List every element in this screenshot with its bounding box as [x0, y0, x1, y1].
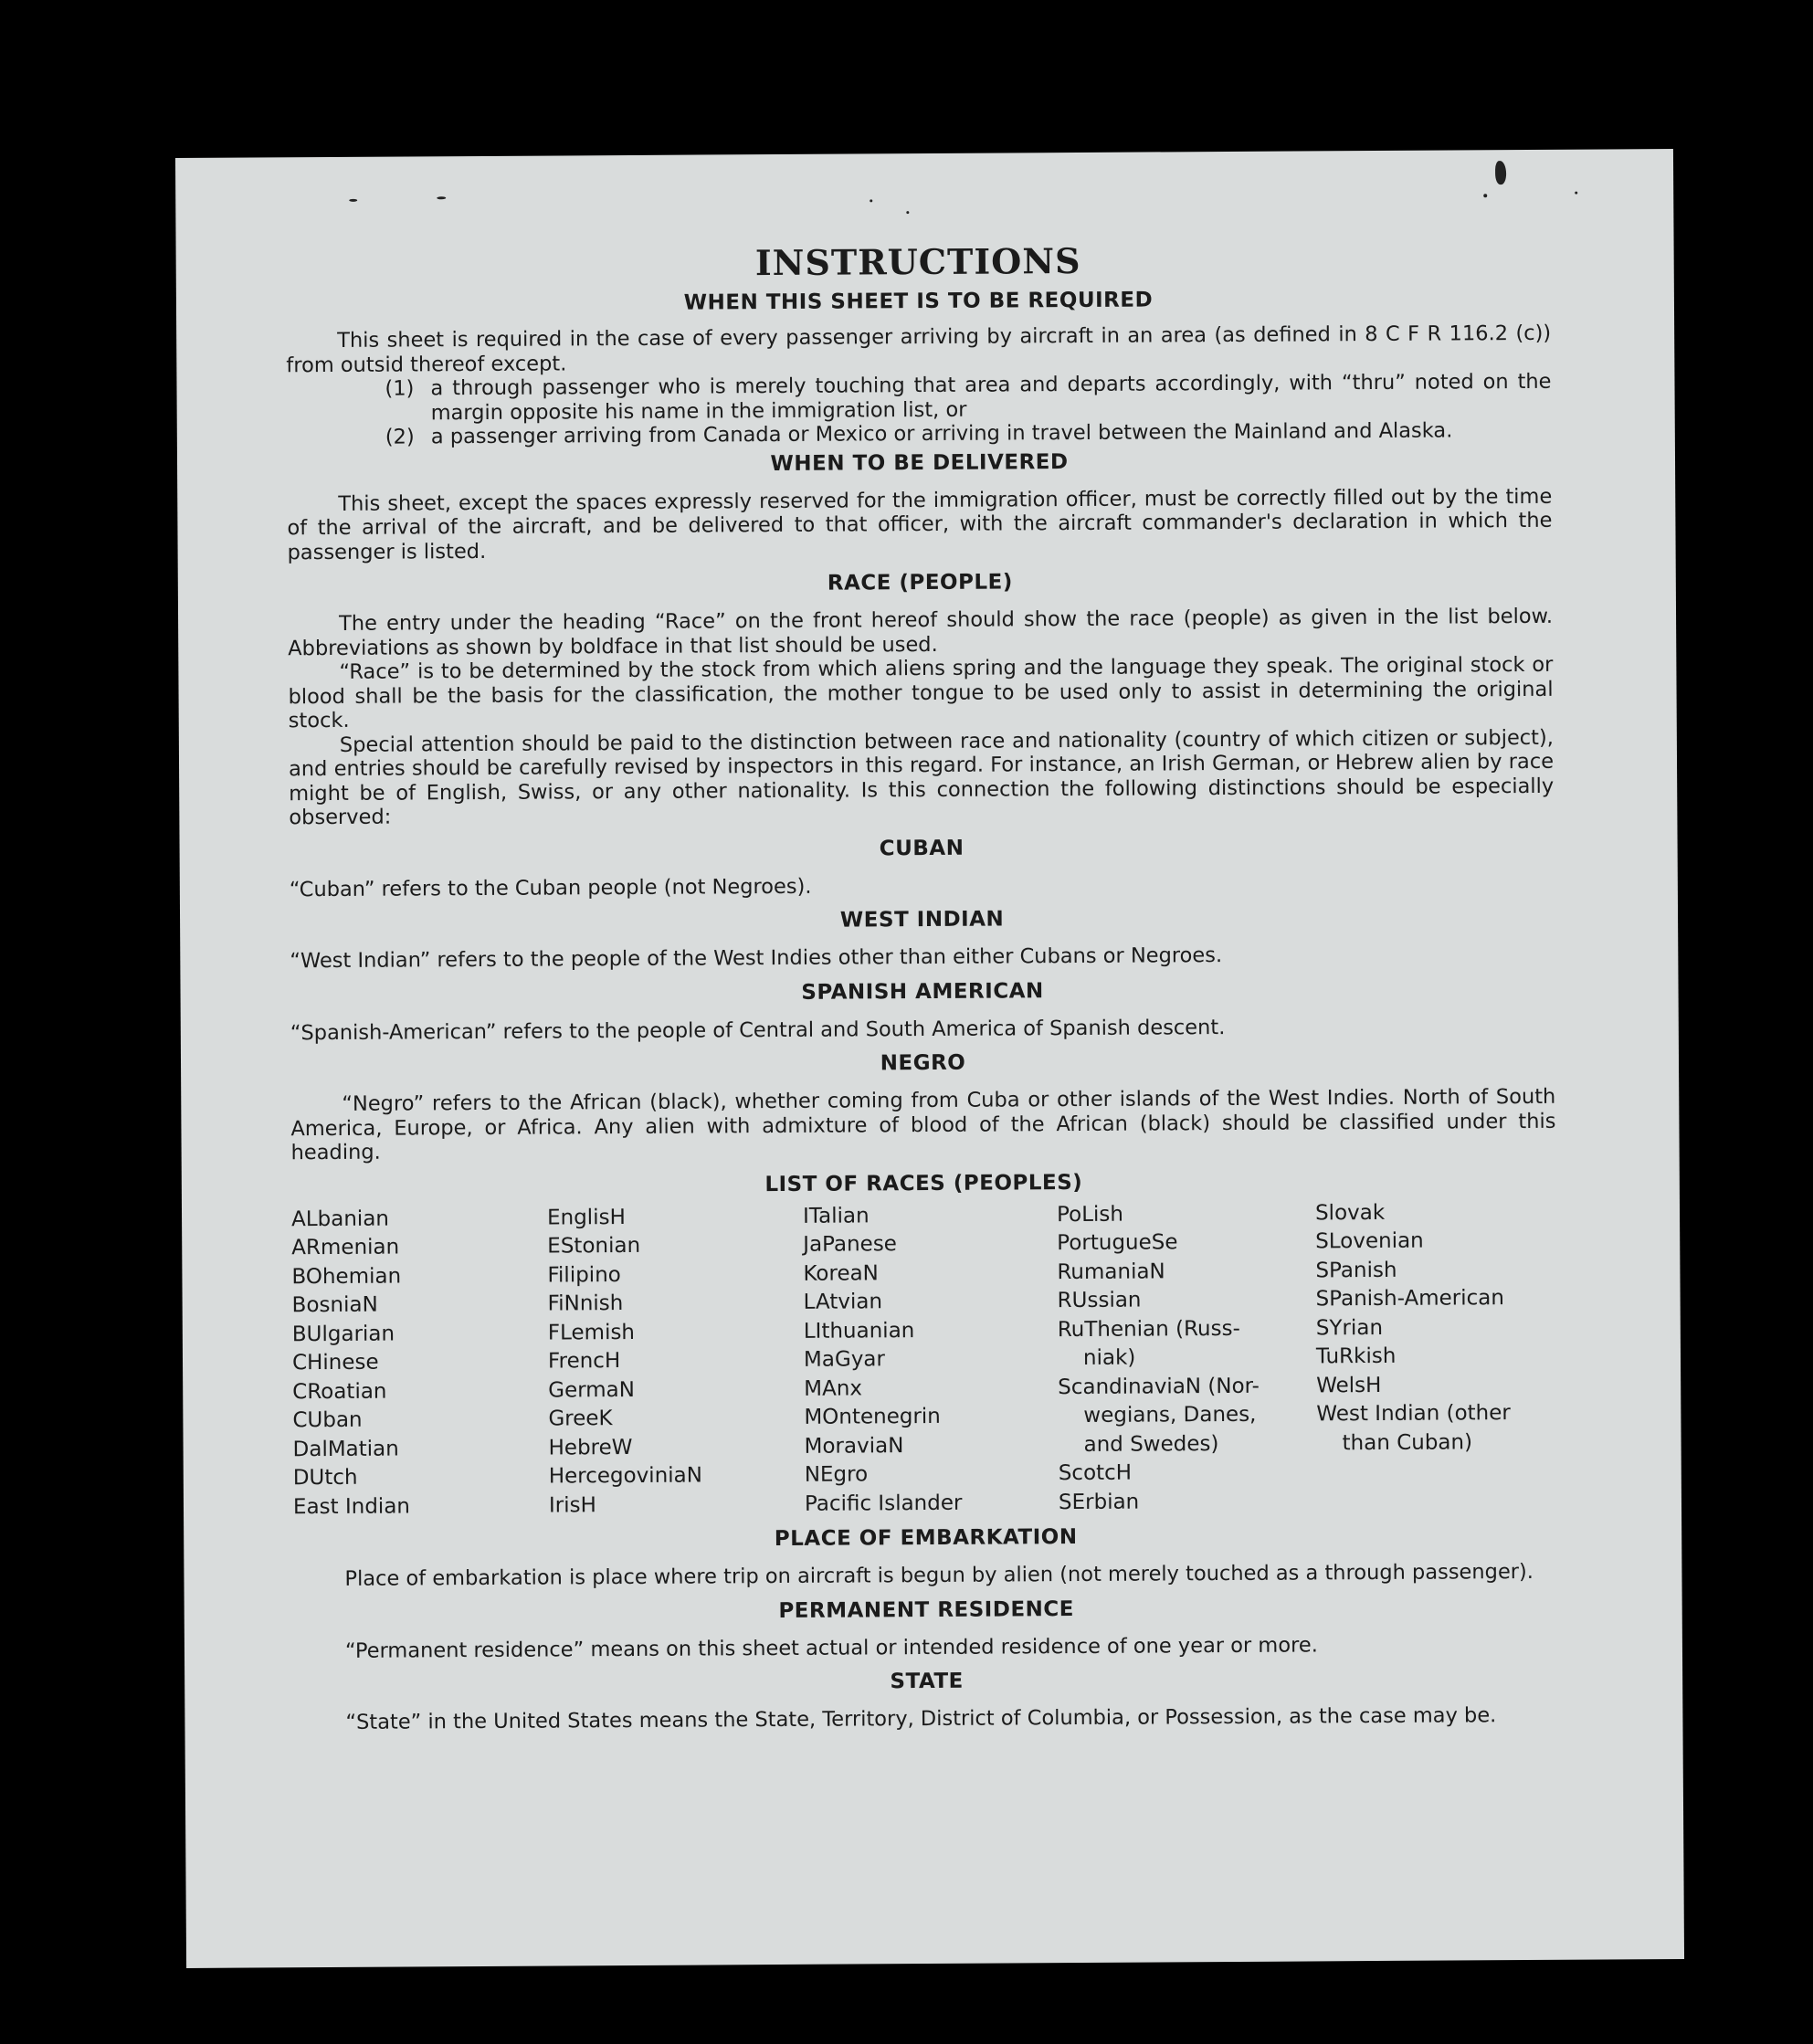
paper-specks — [175, 149, 1673, 213]
race-entry: SLovenian — [1315, 1228, 1424, 1254]
heading-when-delivered: WHEN TO BE DELIVERED — [770, 449, 1069, 476]
race-entry: DalMatian — [292, 1437, 399, 1461]
race-paragraph-2: “Race” is to be determined by the stock from which aliens spring and the language they speak. The original stock or blood shall be the basis for the classification, the mother tongue to be used only to assist in determining the original stock. — [288, 652, 1554, 733]
races-column-4 — [1057, 1199, 1317, 1517]
race-entry: JaPanese — [803, 1232, 897, 1257]
embarkation-text: Place of embarkation is place where trip on aircraft is begun by alien (not merely touched as a through passenger). — [344, 1559, 1534, 1591]
race-entry: ARmenian — [291, 1235, 400, 1260]
race-entry: ITalian — [802, 1203, 870, 1228]
races-column-3 — [803, 1201, 1059, 1519]
document-sheet — [175, 149, 1684, 1968]
race-entry: ScandinaviaN (Nor- — [1058, 1374, 1260, 1399]
heading-spanish-american: SPANISH AMERICAN — [801, 978, 1044, 1005]
heading-embarkation: PLACE OF EMBARKATION — [774, 1525, 1078, 1552]
race-paragraph-1: The entry under the heading “Race” on the front hereof should show the race (people) as given in the list below. Abbreviations as shown by boldface in that list should be used. — [288, 604, 1554, 660]
race-entry: PortugueSe — [1057, 1230, 1178, 1256]
race-entry: HercegoviniaN — [548, 1463, 703, 1489]
race-entry: EnglisH — [546, 1205, 626, 1230]
race-entry: SYrian — [1315, 1315, 1384, 1340]
heading-list-of-races: LIST OF RACES (PEOPLES) — [764, 1170, 1083, 1196]
race-entry: PoLish — [1056, 1202, 1124, 1227]
race-entry: FLemish — [547, 1320, 636, 1345]
exception-item-2-text: a passenger arriving from Canada or Mexico or arriving in travel between the Mainland and Alaska. — [430, 418, 1453, 449]
race-entry: MoraviaN — [804, 1433, 904, 1459]
race-entry: CHinese — [291, 1350, 379, 1375]
race-entry: MAnx — [804, 1375, 863, 1401]
race-entry: BosniaN — [291, 1292, 378, 1318]
race-entry: ALbanian — [290, 1206, 390, 1231]
race-entry: TuRkish — [1315, 1343, 1397, 1369]
race-entry: RumaniaN — [1057, 1259, 1165, 1284]
race-entry: BUlgarian — [291, 1322, 395, 1346]
exception-item-1-number: (1) — [385, 376, 415, 401]
heading-west-indian: WEST INDIAN — [839, 907, 1005, 932]
race-entry: LIthuanian — [803, 1318, 915, 1343]
race-entry: Filipino — [547, 1262, 621, 1288]
race-entry-continuation: and Swedes) — [1083, 1431, 1219, 1457]
race-entry: Slovak — [1314, 1200, 1386, 1225]
cuban-text: “Cuban” refers to the Cuban people (not Negroes). — [289, 874, 812, 901]
race-entry: FrencH — [547, 1349, 621, 1374]
race-entry: EStonian — [547, 1233, 641, 1259]
race-entry: RuThenian (Russ- — [1057, 1316, 1240, 1342]
west-indian-text: “West Indian” refers to the people of the West Indies other than either Cubans or Negroes. — [290, 943, 1223, 974]
race-paragraph-3: Special attention should be paid to the distinction between race and nationality (country of which citizen or subject), and entries should be carefully revised by inspectors in this regard. For instance, an Irish German, or Hebrew alien by race might be of English, Swiss, or any other nationality. Is this connection the following distinctions should be especially observed: — [288, 725, 1555, 830]
race-entry: NEgro — [804, 1462, 869, 1487]
races-list — [291, 1197, 1558, 1522]
race-entry: MOntenegrin — [804, 1404, 941, 1429]
race-entry: IrisH — [548, 1492, 596, 1518]
when-delivered-text: This sheet, except the spaces expressly reserved for the immigration officer, must be correctly filled out by the time of the arrival of the aircraft, and be delivered to that officer, with the aircraft commander's declaration in which the passenger is listed. — [287, 484, 1553, 564]
race-entry-continuation: wegians, Danes, — [1083, 1402, 1257, 1428]
instructions-content — [286, 237, 1560, 1735]
race-entry: CUban — [292, 1407, 363, 1433]
race-entry: MaGyar — [803, 1347, 886, 1372]
exception-item-2-number: (2) — [385, 425, 415, 449]
race-entry: ScotcH — [1058, 1460, 1133, 1486]
heading-when-required: WHEN THIS SHEET IS TO BE REQUIRED — [683, 288, 1154, 315]
race-entry: BOhemian — [291, 1264, 402, 1289]
when-required-intro: This sheet is required in the case of every passenger arriving by aircraft in an area (as defined in 8 C F R 116.2 (c)) from outsid thereof except. — [286, 321, 1552, 377]
race-entry: RUssian — [1057, 1288, 1142, 1313]
race-entry-continuation: niak) — [1082, 1345, 1136, 1370]
races-column-1 — [291, 1204, 549, 1522]
heading-race: RACE (PEOPLE) — [827, 570, 1013, 595]
race-entry: HebreW — [548, 1435, 633, 1460]
exception-item-1-text: a through passenger who is merely touching that area and departs accordingly, with “thru” noted on the margin opposite his name in the immigration list, or — [430, 369, 1552, 425]
exception-item-1 — [286, 370, 1551, 426]
race-entry: WelsH — [1316, 1373, 1382, 1397]
spanish-american-text: “Spanish-American” refers to the people of Central and South America of Spanish descent. — [290, 1015, 1226, 1045]
heading-negro: NEGRO — [880, 1050, 966, 1076]
heading-state: STATE — [890, 1669, 964, 1694]
permanent-residence-text: “Permanent residence” means on this sheet actual or intended residence of one year or more. — [344, 1632, 1318, 1663]
races-column-2 — [547, 1202, 805, 1520]
race-entry: SPanish — [1315, 1258, 1397, 1282]
negro-text: “Negro” refers to the African (black), whether coming from Cuba or other islands of the West Indies. North of South America, Europe, or Africa. Any alien with admixture of blood of the African (black) should be classified under this heading. — [290, 1084, 1556, 1165]
race-entry: CRoatian — [292, 1379, 387, 1404]
races-column-5 — [1315, 1197, 1558, 1515]
race-entry: SErbian — [1058, 1490, 1140, 1514]
race-entry: East Indian — [292, 1493, 411, 1519]
race-entry: FiNnish — [547, 1291, 624, 1316]
race-entry: West Indian (other — [1316, 1401, 1511, 1427]
state-text: “State” in the United States means the State, Territory, District of Columbia, or Possession, as the case may be. — [345, 1703, 1497, 1734]
race-entry: KoreaN — [803, 1260, 879, 1286]
race-entry: LAtvian — [803, 1290, 883, 1314]
race-entry: Pacific Islander — [804, 1491, 963, 1516]
race-entry: DUtch — [292, 1465, 358, 1491]
page-title: INSTRUCTIONS — [754, 239, 1081, 284]
race-entry: GermaN — [548, 1377, 636, 1403]
heading-permanent-residence: PERMANENT RESIDENCE — [778, 1596, 1075, 1623]
race-entry: GreeK — [548, 1407, 613, 1431]
heading-cuban: CUBAN — [879, 836, 964, 860]
race-entry-continuation: than Cuban) — [1342, 1429, 1473, 1455]
race-entry: SPanish-American — [1315, 1286, 1505, 1312]
